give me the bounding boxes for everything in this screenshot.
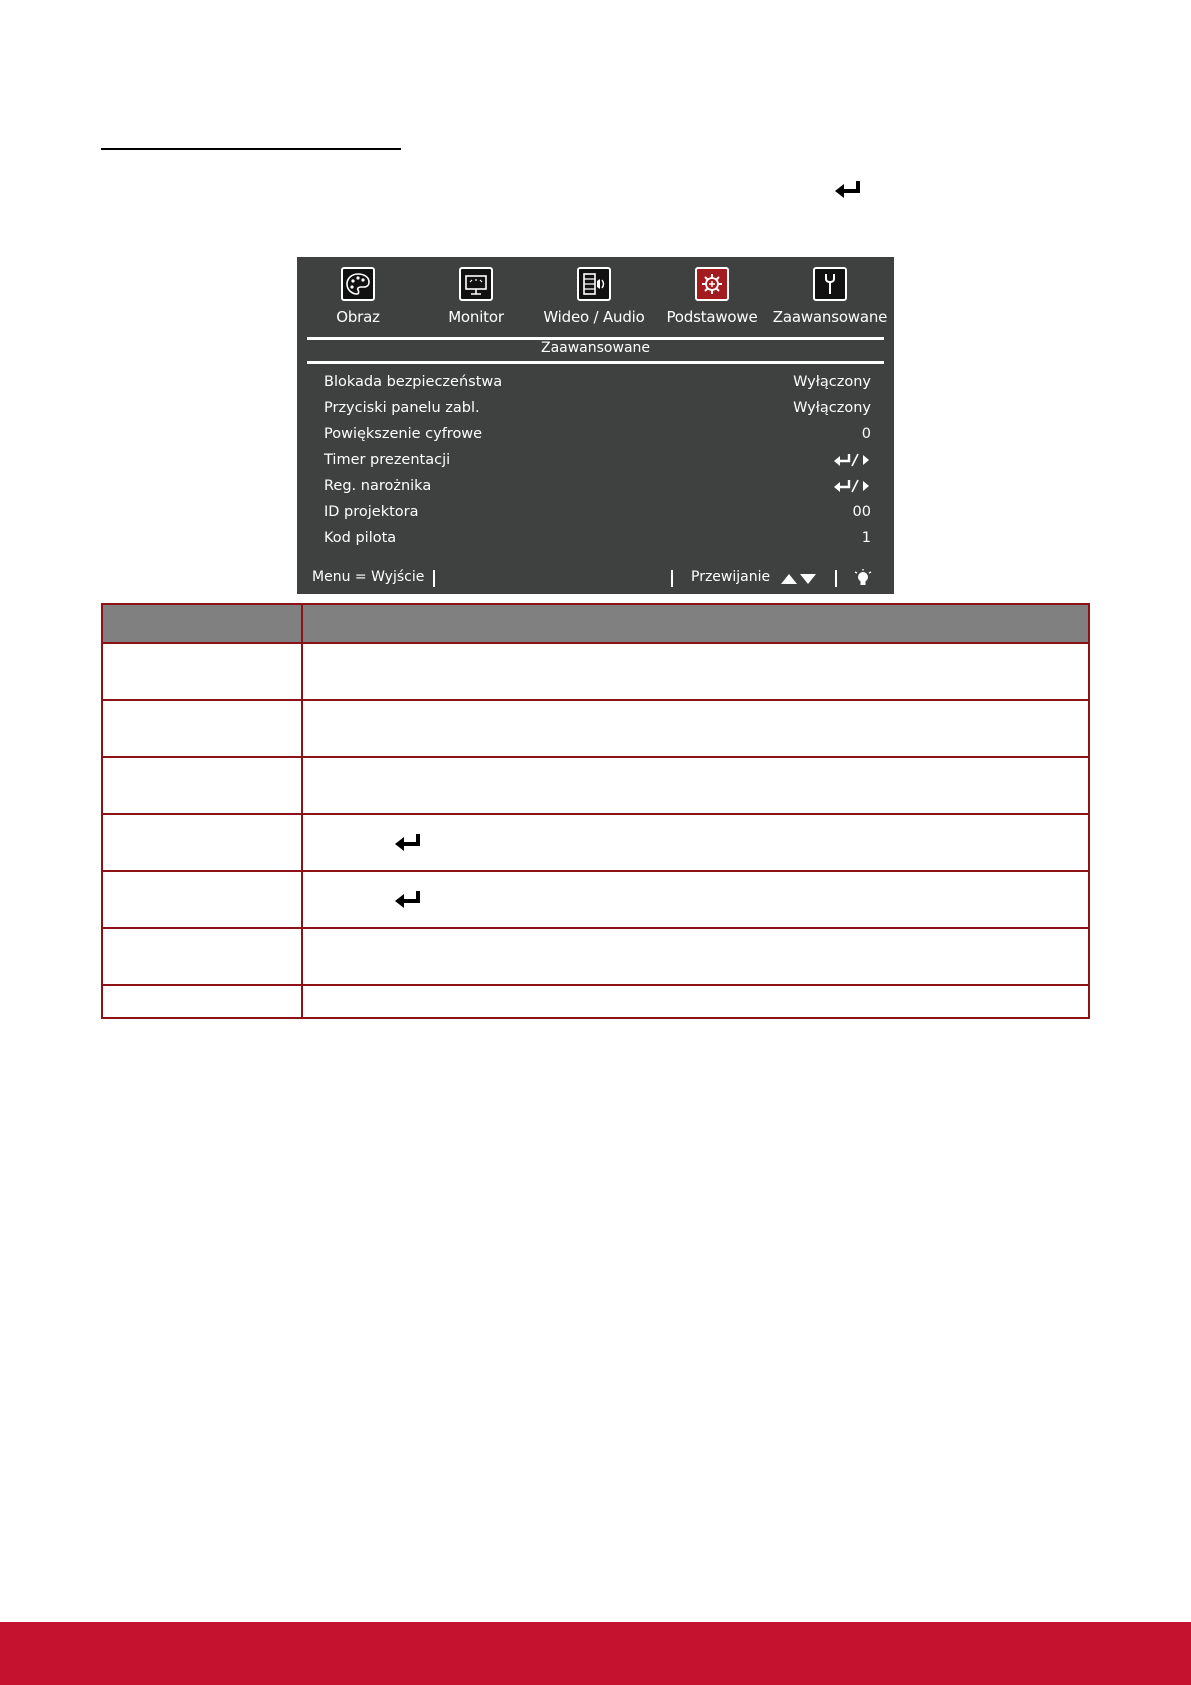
gear-icon: [695, 267, 729, 301]
table-cell: [302, 643, 1089, 700]
row-value: Wyłączony: [793, 400, 871, 416]
row-value: 00: [852, 504, 871, 520]
row-label: Powiększenie cyfrowe: [324, 426, 483, 442]
wrench-icon: [813, 267, 847, 301]
tab-label: Obraz: [336, 308, 380, 326]
table-cell: [302, 700, 1089, 757]
table-header-cell: [102, 604, 302, 643]
table-cell: [102, 757, 302, 814]
row-label: Przyciski panelu zabl.: [324, 400, 480, 416]
table-cell: [302, 928, 1089, 985]
enter-right-icon: [833, 452, 871, 468]
footer-separator: [835, 570, 837, 587]
osd-row-reg-naroznika[interactable]: [324, 478, 871, 502]
tab-obraz[interactable]: [299, 267, 417, 333]
tab-wideo-audio[interactable]: [535, 267, 653, 333]
row-value: 1: [861, 530, 871, 546]
table-row: [102, 928, 1089, 985]
tab-zaawansowane[interactable]: [771, 267, 889, 333]
row-label: ID projektora: [324, 504, 419, 520]
table-row: [102, 871, 1089, 928]
osd-tab-bar: [297, 257, 894, 335]
osd-row-blokada[interactable]: [324, 374, 871, 398]
table-row: [102, 985, 1089, 1018]
osd-row-kod-pilota[interactable]: [324, 530, 871, 554]
table-cell: [302, 814, 1089, 871]
footer-accent-bar: [0, 1622, 1191, 1685]
table-cell: [102, 814, 302, 871]
table-cell: [302, 871, 1089, 928]
row-label: Kod pilota: [324, 530, 397, 546]
palette-icon: [341, 267, 375, 301]
table-row: [102, 757, 1089, 814]
tab-label: Monitor: [448, 308, 504, 326]
row-label: Timer prezentacji: [324, 452, 451, 468]
table-cell: [102, 871, 302, 928]
tab-podstawowe[interactable]: [653, 267, 771, 333]
table-row: [102, 814, 1089, 871]
osd-row-id-projektora[interactable]: [324, 504, 871, 528]
osd-row-przyciski[interactable]: [324, 400, 871, 424]
row-value: 0: [861, 426, 871, 442]
osd-menu: [297, 257, 894, 594]
tab-label: Wideo / Audio: [543, 308, 645, 326]
table-cell: [102, 985, 302, 1018]
table-cell: [102, 643, 302, 700]
enter-icon: [393, 889, 423, 911]
row-label: Blokada bezpieczeństwa: [324, 374, 503, 390]
enter-right-icon: [833, 478, 871, 494]
film-speaker-icon: [577, 267, 611, 301]
enter-icon: [393, 832, 423, 854]
footer-separator: [433, 570, 435, 587]
osd-row-powiekszenie[interactable]: [324, 426, 871, 450]
table-header-cell: [302, 604, 1089, 643]
table-cell: [102, 928, 302, 985]
tab-label: Podstawowe: [666, 308, 758, 326]
settings-description-table: [101, 603, 1090, 1019]
scroll-hint: Przewijanie: [691, 569, 771, 585]
table-row: [102, 700, 1089, 757]
row-label: Reg. narożnika: [324, 478, 432, 494]
row-value: Wyłączony: [793, 374, 871, 390]
osd-subtitle: Zaawansowane: [540, 340, 651, 356]
tab-monitor[interactable]: [417, 267, 535, 333]
table-cell: [302, 757, 1089, 814]
menu-exit-hint: Menu = Wyjście: [312, 569, 425, 585]
lightbulb-icon: [854, 569, 872, 589]
table-cell: [302, 985, 1089, 1018]
heading-underline: [101, 148, 401, 150]
screen-icon: [459, 267, 493, 301]
table-cell: [102, 700, 302, 757]
up-down-arrows-icon: [780, 573, 818, 585]
enter-icon: [833, 178, 863, 202]
table-row: [102, 643, 1089, 700]
osd-footer: [297, 567, 894, 591]
footer-separator: [671, 570, 673, 587]
divider: [307, 361, 884, 364]
tab-label: Zaawansowane: [772, 308, 888, 326]
osd-row-timer[interactable]: [324, 452, 871, 476]
table-header-row: [102, 604, 1089, 643]
